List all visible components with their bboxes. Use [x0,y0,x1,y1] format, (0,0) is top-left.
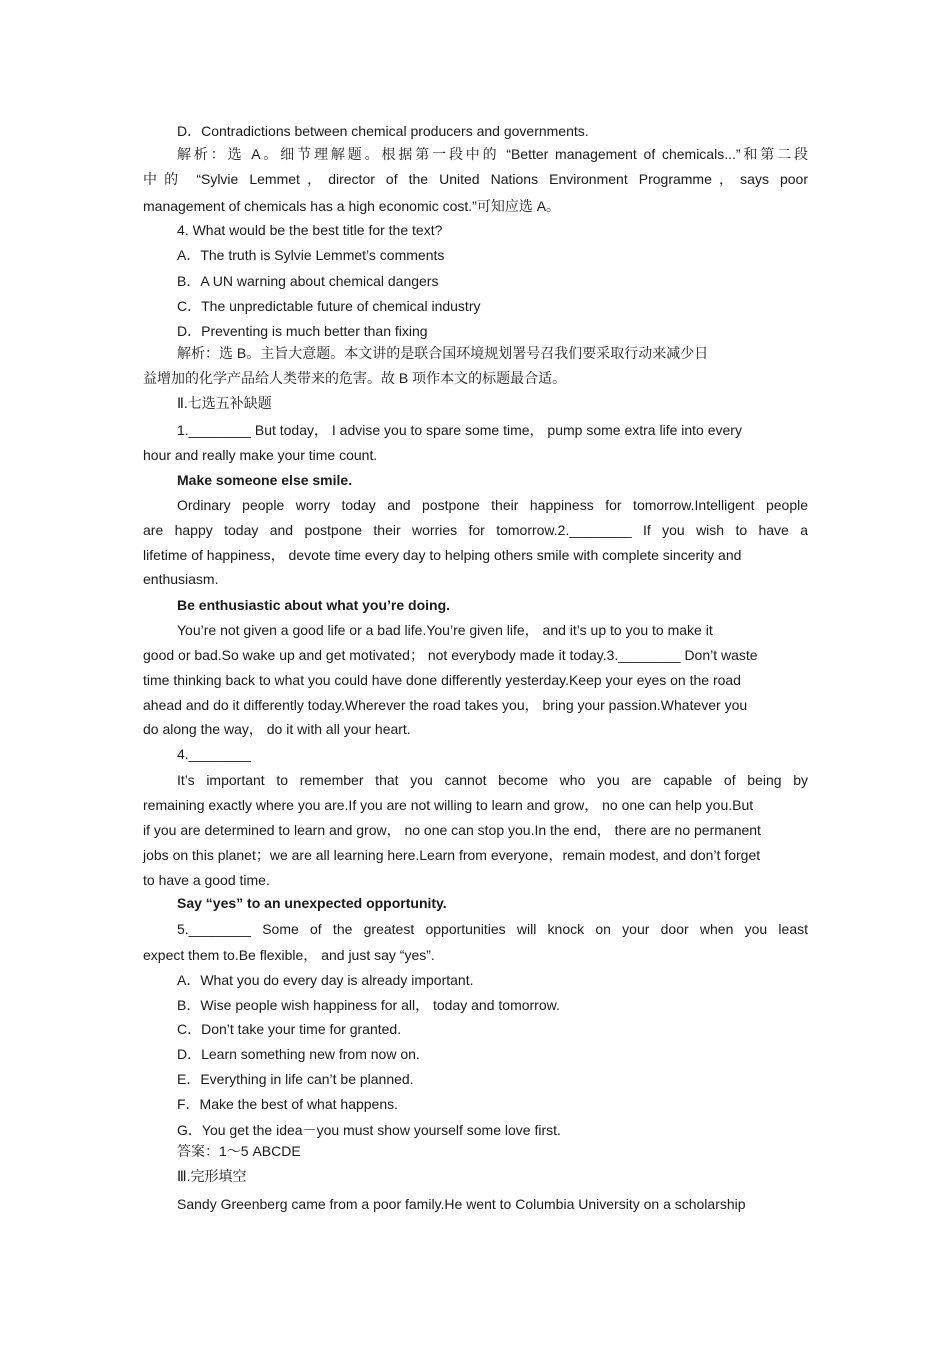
text-line: expect them to.Be flexible， and just say “yes”. [143,947,435,963]
text-line: 解析：选 B。主旨大意题。本文讲的是联合国环境规划署号召我们要采取行动来减少日 [177,345,709,361]
text-line: F．Make the best of what happens. [177,1096,399,1112]
text-line: D．Preventing is much better than fixing [177,323,428,339]
text-line: lifetime of happiness， devote time every day to helping others smile with complete sincerity and [143,547,742,563]
text-line: ahead and do it differently today.Wherever the road takes you， bring your passion.Whatever you [143,697,748,713]
text-line: Make someone else smile. [177,472,353,488]
text-line: D．Learn something new from now on. [177,1046,420,1062]
text-line: B．A UN warning about chemical dangers [177,273,439,289]
text-line: G．You get the idea－you must show yourself some love first. [177,1122,561,1138]
text-line: hour and really make your time count. [143,447,378,463]
text-line: enthusiasm. [143,571,219,587]
text-line: D．Contradictions between chemical producers and governments. [177,123,589,139]
text-line: good or bad.So wake up and get motivated； not everybody made it today.3.________ Don’t waste [143,647,758,663]
text-line: time thinking back to what you could have done differently yesterday.Keep your eyes on the road [143,672,741,688]
text-line: if you are determined to learn and grow， no one can stop you.In the end， there are no permanent [143,822,761,838]
text-line: Sandy Greenberg came from a poor family.He went to Columbia University on a scholarship [177,1196,746,1212]
text-line: jobs on this planet；we are all learning here.Learn from everyone，remain modest, and don’t forget [143,847,761,863]
text-line: 4.________ [177,746,251,762]
text-line: to have a good time. [143,872,270,888]
text-line: 5.________ Some of the greatest opportunities will knock on your door when you least [177,921,808,937]
text-line: 1.________ But today， I advise you to spare some time， pump some extra life into every [177,422,742,438]
text-line: C．Don’t take your time for granted. [177,1021,402,1037]
text-line: 4. What would be the best title for the text? [177,222,443,238]
text-line: Be enthusiastic about what you’re doing. [177,597,451,613]
text-line: B．Wise people wish happiness for all， today and tomorrow. [177,997,560,1013]
text-line: 中的 “Sylvie Lemmet，director of the United Nations Environment Programme，says poor [143,171,808,187]
text-line: are happy today and postpone their worries for tomorrow.2.________ If you wish to have a [143,522,808,538]
text-line: Ⅲ.完形填空 [177,1168,247,1184]
text-line: You’re not given a good life or a bad life.You’re given life， and it’s up to you to make it [177,622,713,638]
text-line: 益增加的化学产品给人类带来的危害。故 B 项作本文的标题最合适。 [143,370,567,386]
text-line: management of chemicals has a high economic cost.”可知应选 A。 [143,198,561,214]
text-line: Ⅱ.七选五补缺题 [177,395,272,411]
text-line: A．The truth is Sylvie Lemmet’s comments [177,247,445,263]
text-line: A．What you do every day is already important. [177,972,474,988]
text-line: 解析：选 A。细节理解题。根据第一段中的 “Better management of chemicals...”和第二段 [177,146,808,162]
text-line: It’s important to remember that you cannot become who you are capable of being by [177,772,808,788]
text-line: remaining exactly where you are.If you are not willing to learn and grow， no one can help you.But [143,797,754,813]
text-line: do along the way， do it with all your heart. [143,721,411,737]
text-line: Say “yes” to an unexpected opportunity. [177,895,447,911]
text-line: Ordinary people worry today and postpone their happiness for tomorrow.Intelligent people [177,497,808,513]
text-line: 答案：1～5 ABCDE [177,1143,301,1159]
text-line: E．Everything in life can’t be planned. [177,1071,414,1087]
text-line: C．The unpredictable future of chemical industry [177,298,481,314]
